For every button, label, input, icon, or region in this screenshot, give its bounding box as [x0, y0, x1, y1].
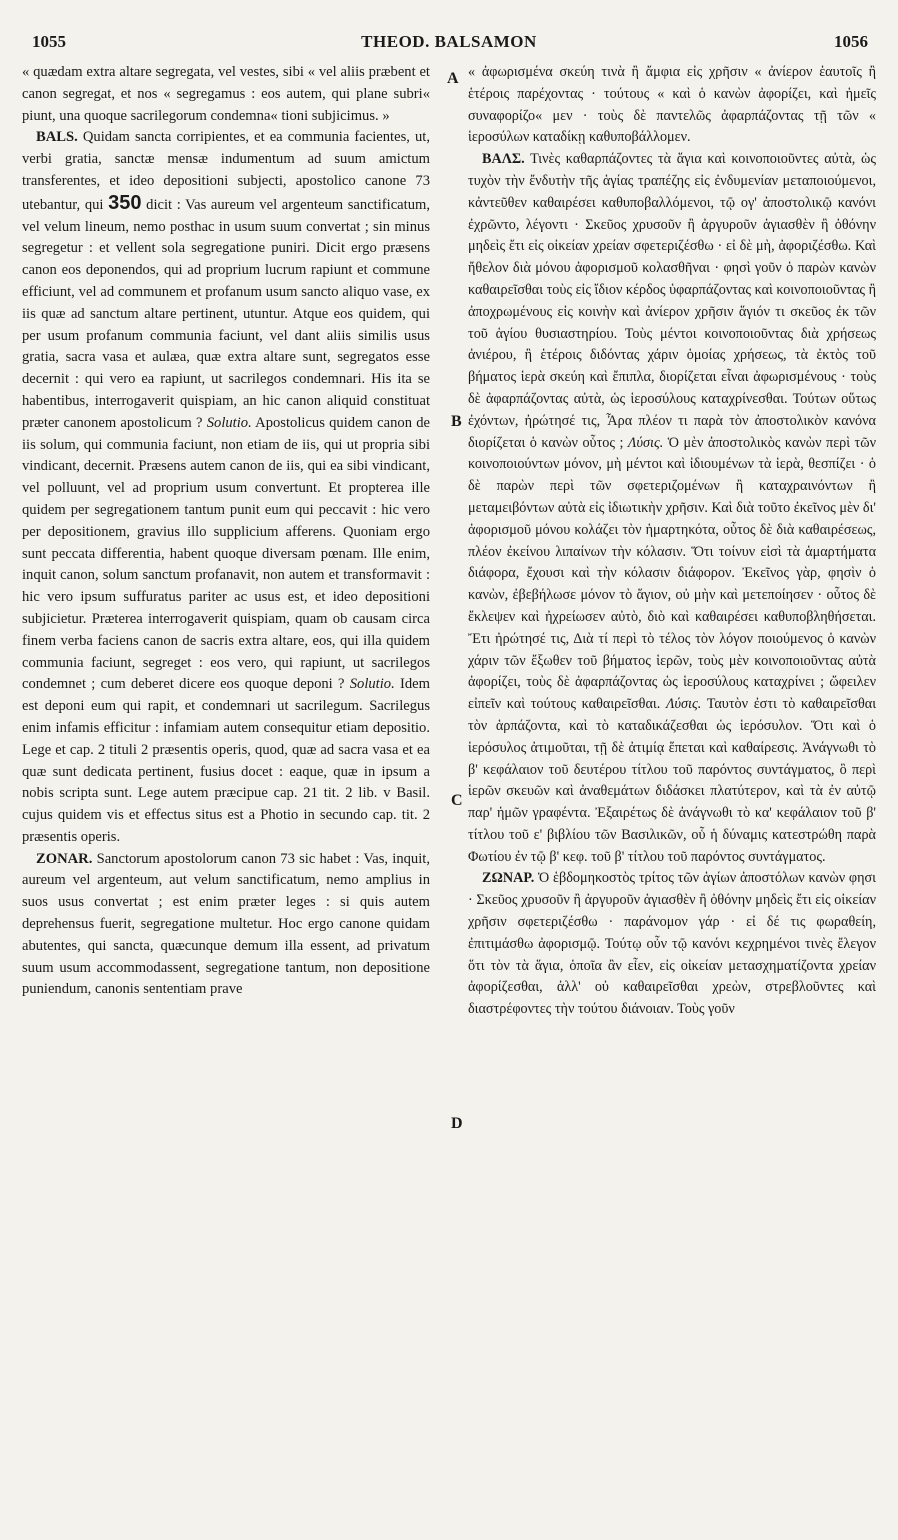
greek-bals-text-3: Ταυτὸν ἐστι τὸ καθαιρεῖσθαι τὸν ἁρπάζοντα, καὶ τὸ καταδικάζεσθαι ὡς ἱερόσυλον. Ὅτι καὶ ὁ ἱερόσυλος ἀτιμοῦται, τῇ δὲ ἀτιμίᾳ ἕπεται καὶ καθαίρεσις. Ἀνάγνωθι τὸ β' κεφάλαιον τοῦ δευτέρου τίτλου τοῦ παρόντος συντάγματος, ὃ περὶ ἱερῶν σκευῶν καὶ ἀναθεμάτων διδάσκει πλατύτερον, καὶ τὰ ἐν αὐτῷ παρ' ἡμῶν γραφέντα. Ἐξαιρέτως δὲ ἀνάγνωθι τὸ κα' κεφάλαιον τοῦ β' τίτλου τοῦ ε' βιβλίου τῶν Βασιλικῶν, οὗ ἡ δύναμις κατεστρώθη παρὰ Φωτίου ἐν τῷ β' κεφ. τοῦ β' τίτλου τοῦ παρόντος συντάγματος. [468, 696, 876, 865]
margin-letter-a: A [447, 70, 459, 87]
latin-bals-text-1: Quidam sancta corripientes, et ea communia facientes, ut, verbi gratia, sanctæ mensæ indumentum ad suum amictum transferentes, et ideo depositioni subjecti, apostolico canone 73 utebantur, qui [22, 129, 430, 213]
greek-zonar-label: ΖΩΝΑΡ. [482, 870, 535, 887]
latin-solutio-2: Solutio. [349, 676, 395, 693]
running-header [28, 26, 870, 56]
column-number: 350 [108, 191, 142, 214]
latin-zonar-text: Sanctorum apostolorum canon 73 sic habet : Vas, inquit, aureum vel argenteum, aut velum sanctificatum, nemo amplius in suos usus convertat ; est enim præter leges : si quis autem deprehensus fuerit, segregatione multetur. Hoc ergo canone quidam abutentes, qui sancta, quæcunque demum illa essent, ad privatum suum usum accommodassent, segregatione tantum, non depositione puniendum, canonis sententiam prave [22, 850, 430, 998]
latin-canon-quote: « quædam extra altare segregata, vel vestes, sibi « vel aliis præbent et canon segregat, et nos « segregamus : eos autem, qui plane subri« piunt, una quoque sacrilegorum condemna« tioni subjicimus. » [22, 64, 430, 124]
greek-column [468, 62, 876, 1528]
latin-solutio-1: Solutio. [206, 414, 252, 431]
page-number-right: 1056 [834, 32, 868, 51]
greek-zonar-text: Ὁ ἑβδομηκοστὸς τρίτος τῶν ἁγίων ἀποστόλων κανὼν φησι · Σκεῦος χρυσοῦν ἢ ἀργυροῦν ἁγιασθὲν ἢ ὀθόνην μηδεὶς ἔτι εἰς οἰκείαν χρῆσιν σφετεριζέσθω · παράνομον γάρ · εἰ δέ τις φωραθείη, ἐπιτιμάσθω ἀφορισμῷ. Τούτῳ οὖν τῷ κανόνι κεχρημένοι τινὲς ἔλεγον ὅτι τὸν τὰ ἅγια, ὁποῖα ἂν εἶεν, εἰς οἰκείαν μετασχηματίζοντα χρείαν ἀφορίζεσθαι, ἀλλ' οὐ καθαιρεῖσθαι χρεὼν, στρεβλοῦντες καὶ διαστρέφοντες τὴν τούτου διάνοιαν. Τοὺς γοῦν [468, 870, 876, 1018]
margin-letter-c: C [451, 792, 463, 809]
greek-canon-quote: « ἀφωρισμένα σκεύη τινὰ ἢ ἄμφια εἰς χρῆσιν « ἀνίερον ἑαυτοῖς ἢ ἑτέροις παρέχοντας · τούτους « καὶ ὁ κανὼν ἀφορίζει, καὶ ἡμεῖς συναφορίζο« μεν · τοὺς δὲ παντελῶς ἀφαρπάζοντας τῇ τῶν « ἱεροσύλων καταδίκῃ καθυποβάλλομεν. [468, 64, 876, 146]
latin-bals-text-2: dicit : Vas aureum vel argenteum sanctificatum, vel velum lineum, nemo posthac in usum suum convertat ; sin minus segregetur : et vellent sola segregatione puniri. Dicit ergo præsens canon eos deponendos, qui ad proprium lucrum rapiunt et commune efficiunt, vel ad communem et profanum usum sancto aliquo vase, ex iis quæ ad sanctum altare pertinent, utuntur. Atque eos quidem, qui per usum profanum communia faciunt, vel dant aliis similis usus gratia, sacra vasa et aulæa, quæ extra altare sunt, segregatos esse decernit : qui vero ea rapiunt, ut sacrilegos condemnari. His ita se habentibus, interrogaverit quispiam, an hic canon aliquid constituat præter canonem apostolicum ? [22, 196, 430, 431]
latin-column [22, 62, 430, 1528]
greek-lysis-1: Λύσις. [627, 434, 664, 451]
latin-zonaras-commentary [22, 849, 430, 1002]
greek-bals-label: ΒΑΛΣ. [482, 151, 525, 168]
greek-lysis-2: Λύσις. [665, 696, 702, 713]
greek-bals-text-1: Τινὲς καθαρπάζοντες τὰ ἅγια καὶ κοινοποιοῦντες αὐτὰ, ὡς τυχὸν τὴν ἔνδυτὴν τῆς ἁγίας τραπέζης εἰς ἐνδυμενίαν μεταποιούμενοι, κἀντεῦθεν καθαιρέσει καθυποβαλλόμενοι, τῷ ογ' ἀποστολικῷ κανόνι ἐχρῶντο, λέγοντι · Σκεῦος χρυσοῦν ἢ ἀργυροῦν ἁγιασθὲν ἢ ὀθόνην μηδεὶς ἔτι εἰς οἰκείαν χρείαν σφετεριζέσθω · εἰ δὲ μὴ, ἀφοριζέσθω. Καὶ ἤθελον διὰ μόνου ἀφορισμοῦ κολασθῆναι · φησὶ γοῦν ὁ παρὼν κανὼν καθαιρεῖσθαι τοὺς εἰς ἴδιον κέρδος ὑφαρπάζοντας καὶ κοινοποιοῦντας ἢ ἀποχρωμένους εἰς κοινὴν καὶ ἀνίερον χρῆσιν ἅγιόν τι σκεῦος ἐκ τῶν τοῦ ἁγίου θυσιαστηρίου. Τοὺς μέντοι κοινοποιοῦντας διὰ χρήσεως ἀνιέρου, ἢ ἑτέροις διδόντας χάριν ὁμοίας χρήσεως, τὰ ἐκτὸς τοῦ βήματος ἱερὰ σκεύη καὶ ἔπιπλα, διορίζεται εἶναι ἀφωρισμένους · τοὺς δὲ ἀφαρπάζοντας αὐτὰ, ὡς ἱεροσύλους καταχρίνεσθαι. Τούτων οὕτως ἐχόντων, ἠρώτησέ τις, Ἆρα πλέον τι παρὰ τὸν ἀποστολικὸν κανόνα διορίζεται ὁ κανὼν οὗτος ; [468, 151, 876, 451]
margin-letter-d: D [451, 1115, 463, 1132]
latin-bals-text-3: Apostolicus quidem canon de iis solum, qui communia faciunt, non etiam de iis, qui ut propria sibi vindicant, decernit. Præsens autem canon de iis, qui ea sibi vindicant, vel polluunt, vel ad proprium usum convertunt. Et propterea ille quidem per segregationem tantum punit eum qui peccavit : hic vero per depositionem, gravius illo supplicium afferens. Quoniam ergo sunt peccata differentia, habent quoque diversam pœnam. Ille enim, inquit canon, solum sanctum profanavit, non autem et transformavit : hic vero ipsum suffuratus pariter ac usus est, et ideo depositioni subjicietur. Præterea interrogaverit quispiam, quam ob causam circa finem verba faciens canon de sacris extra altare, eos, qui illa quidem communia faciunt, segreget : eos vero, qui rapiunt, ut sacrilegos condemnet ; cum deberet dicere eos quoque deponi ? [22, 414, 430, 693]
greek-bals-text-2: Ὁ μὲν ἀποστολικὸς κανὼν περὶ τῶν κοινοποιούντων μόνον, μὴ μέντοι καὶ ἰδιουμένων τὰ ἱερὰ, θεσπίζει · ὁ δὲ παρὼν περὶ τῶν σφετεριζομένων ἢ καταχραινόντων ἢ μεταμειβόντων αὐτὰ εἰς ἰδιωτικὴν χρῆσιν. Καὶ διὰ τοῦτο ἐκεῖνος μὲν δι' ἀφορισμοῦ μόνου κολάζει τὸν ἡμαρτηκότα, οὗτος δὲ διὰ καθαιρέσεως, πλέον ἐκείνου λιπαίνων τὴν κόλασιν. Ὅτι τοίνυν εἰσὶ τὰ ἁμαρτήματα διάφορα, ἔχουσι καὶ τὴν κόλασιν διάφορον. Ἐκεῖνος γὰρ, φησὶν ὁ κανὼν, ἐβεβήλωσε μόνον τὸ ἅγιον, οὐ μὴν καὶ μετεποίησεν · οὗτος δὲ ἔκλεψεν καὶ ἠχρείωσεν αὐτὸ, διὸ καὶ καθαιρέσει καθυποβληθήσεται. Ἔτι ἠρώτησέ τις, Διὰ τί περὶ τὸ τέλος τὸν λόγον ποιούμενος ὁ κανὼν χάριν τῶν ἔξωθεν τοῦ βήματος ἱερῶν, τοὺς μὲν κοινοποιοῦντας αὐτὰ ἀφορίζει, τοὺς δὲ ἀφαρπάζοντας ὡς ἱεροσύλους καταχρίνει ; ὤφειλεν εἰπεῖν καὶ τούτους καθαιρεῖσθαι. [468, 434, 876, 713]
latin-zonar-label: ZONAR. [36, 850, 93, 867]
latin-bals-text-4: Idem est deponi eum qui rapit, et condemnari ut sacrilegum. Sacrilegus enim infamis efficitur : infamiam autem consequitur etiam depositio. Lege et cap. 2 tituli 2 præsentis operis, quod, quæ ad sacra vasa et ea quæ sunt dedicata pertinent, fusius docet : eaque, quæ in ipsum a nobis scripta sunt. Lege autem præcipue cap. 21 tit. 2 lib. v Basil. cujus quidem vis et effectus situs est a Photio in secundo cap. tit. 2 præsentis operis. [22, 676, 430, 845]
latin-balsamon-commentary [22, 127, 430, 848]
greek-zonaras-commentary [468, 868, 876, 1021]
latin-bals-label: BALS. [36, 129, 78, 146]
margin-letter-b: B [451, 413, 462, 430]
greek-balsamon-commentary [468, 149, 876, 868]
page-number-left: 1055 [32, 32, 66, 51]
running-title: THEOD. BALSAMON [361, 32, 537, 51]
